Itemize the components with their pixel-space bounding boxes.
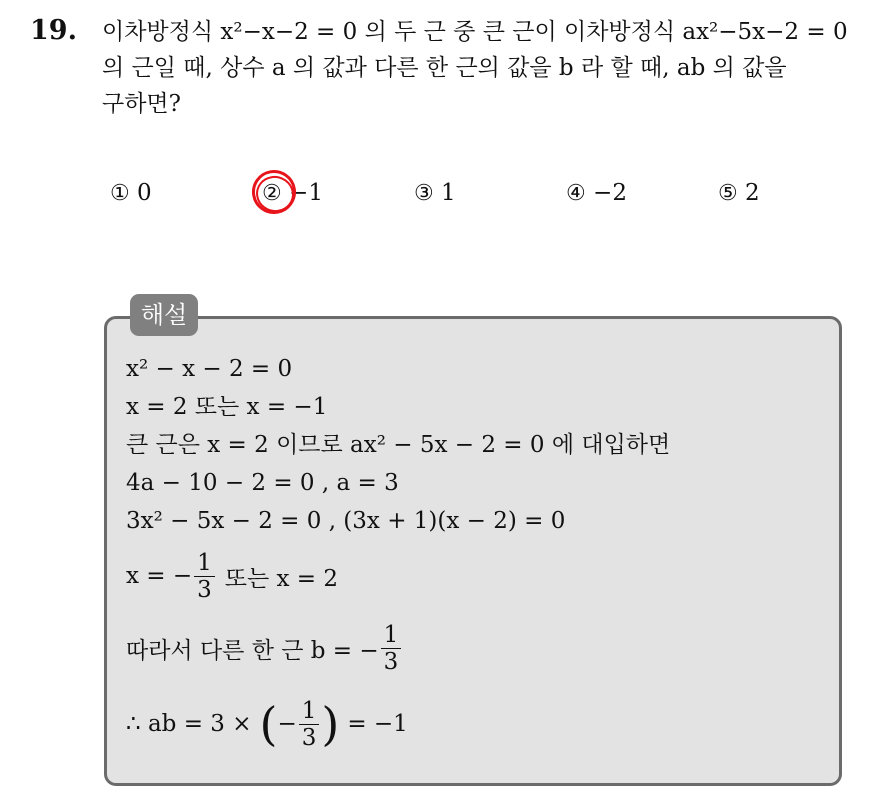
expr-text: − bbox=[277, 711, 297, 737]
choice-5[interactable] bbox=[718, 180, 760, 206]
expr-text: = −1 bbox=[347, 711, 408, 737]
expr-text: 또는 x = 2 bbox=[224, 565, 339, 592]
fraction bbox=[299, 698, 320, 751]
choice-value: −2 bbox=[593, 180, 627, 206]
solution-line-fraction bbox=[126, 612, 826, 684]
close-paren: ) bbox=[321, 697, 340, 751]
solution-body bbox=[126, 350, 826, 764]
choice-4[interactable] bbox=[566, 180, 627, 206]
choice-number: ④ bbox=[566, 181, 586, 206]
open-paren: ( bbox=[259, 697, 278, 751]
choice-value: 2 bbox=[745, 180, 760, 206]
choice-value: 0 bbox=[137, 180, 152, 206]
solution-line: 4a − 10 − 2 = 0 , a = 3 bbox=[126, 470, 399, 496]
question-line: 이차방정식 x²−x−2 = 0 의 두 근 중 큰 근이 이차방정식 ax²−5x−2 = 0 bbox=[102, 19, 848, 45]
fraction-numerator: 1 bbox=[197, 549, 212, 576]
choice-number: ② bbox=[262, 181, 282, 206]
fraction-numerator: 1 bbox=[383, 621, 399, 648]
choice-value: −1 bbox=[289, 180, 323, 206]
question-number: 19. bbox=[30, 15, 77, 46]
solution-label: 해설 bbox=[130, 294, 198, 336]
question-text bbox=[102, 14, 872, 122]
question-line: 구하면? bbox=[102, 91, 181, 117]
choice-number: ③ bbox=[414, 181, 434, 206]
fraction-denominator: 3 bbox=[381, 648, 402, 675]
solution-line-fraction bbox=[126, 540, 826, 612]
solution-line: x² − x − 2 = 0 bbox=[126, 356, 293, 382]
choice-value: 1 bbox=[441, 180, 456, 206]
fraction bbox=[194, 550, 215, 603]
expr-text: 따라서 다른 한 근 b = − bbox=[126, 637, 379, 664]
choice-number: ⑤ bbox=[718, 181, 738, 206]
choice-number: ① bbox=[110, 181, 130, 206]
solution-line: x = 2 또는 x = −1 bbox=[126, 394, 328, 420]
question-line: 의 근일 때, 상수 a 의 값과 다른 한 근의 값을 b 라 할 때, ab 의 값을 bbox=[102, 55, 787, 81]
fraction-denominator: 3 bbox=[194, 576, 215, 603]
fraction-denominator: 3 bbox=[299, 724, 320, 751]
fraction-numerator: 1 bbox=[301, 697, 317, 724]
expr-text: ∴ ab = 3 × bbox=[126, 711, 252, 737]
answer-choices bbox=[0, 180, 884, 220]
solution-line: 큰 근은 x = 2 이므로 ax² − 5x − 2 = 0 에 대입하면 bbox=[126, 432, 671, 458]
solution-line: 3x² − 5x − 2 = 0 , (3x + 1)(x − 2) = 0 bbox=[126, 508, 566, 534]
choice-1[interactable] bbox=[110, 180, 152, 206]
solution-line-fraction bbox=[126, 684, 826, 764]
choice-3[interactable] bbox=[414, 180, 456, 206]
fraction bbox=[381, 622, 402, 675]
expr-text: x = − bbox=[126, 563, 193, 589]
